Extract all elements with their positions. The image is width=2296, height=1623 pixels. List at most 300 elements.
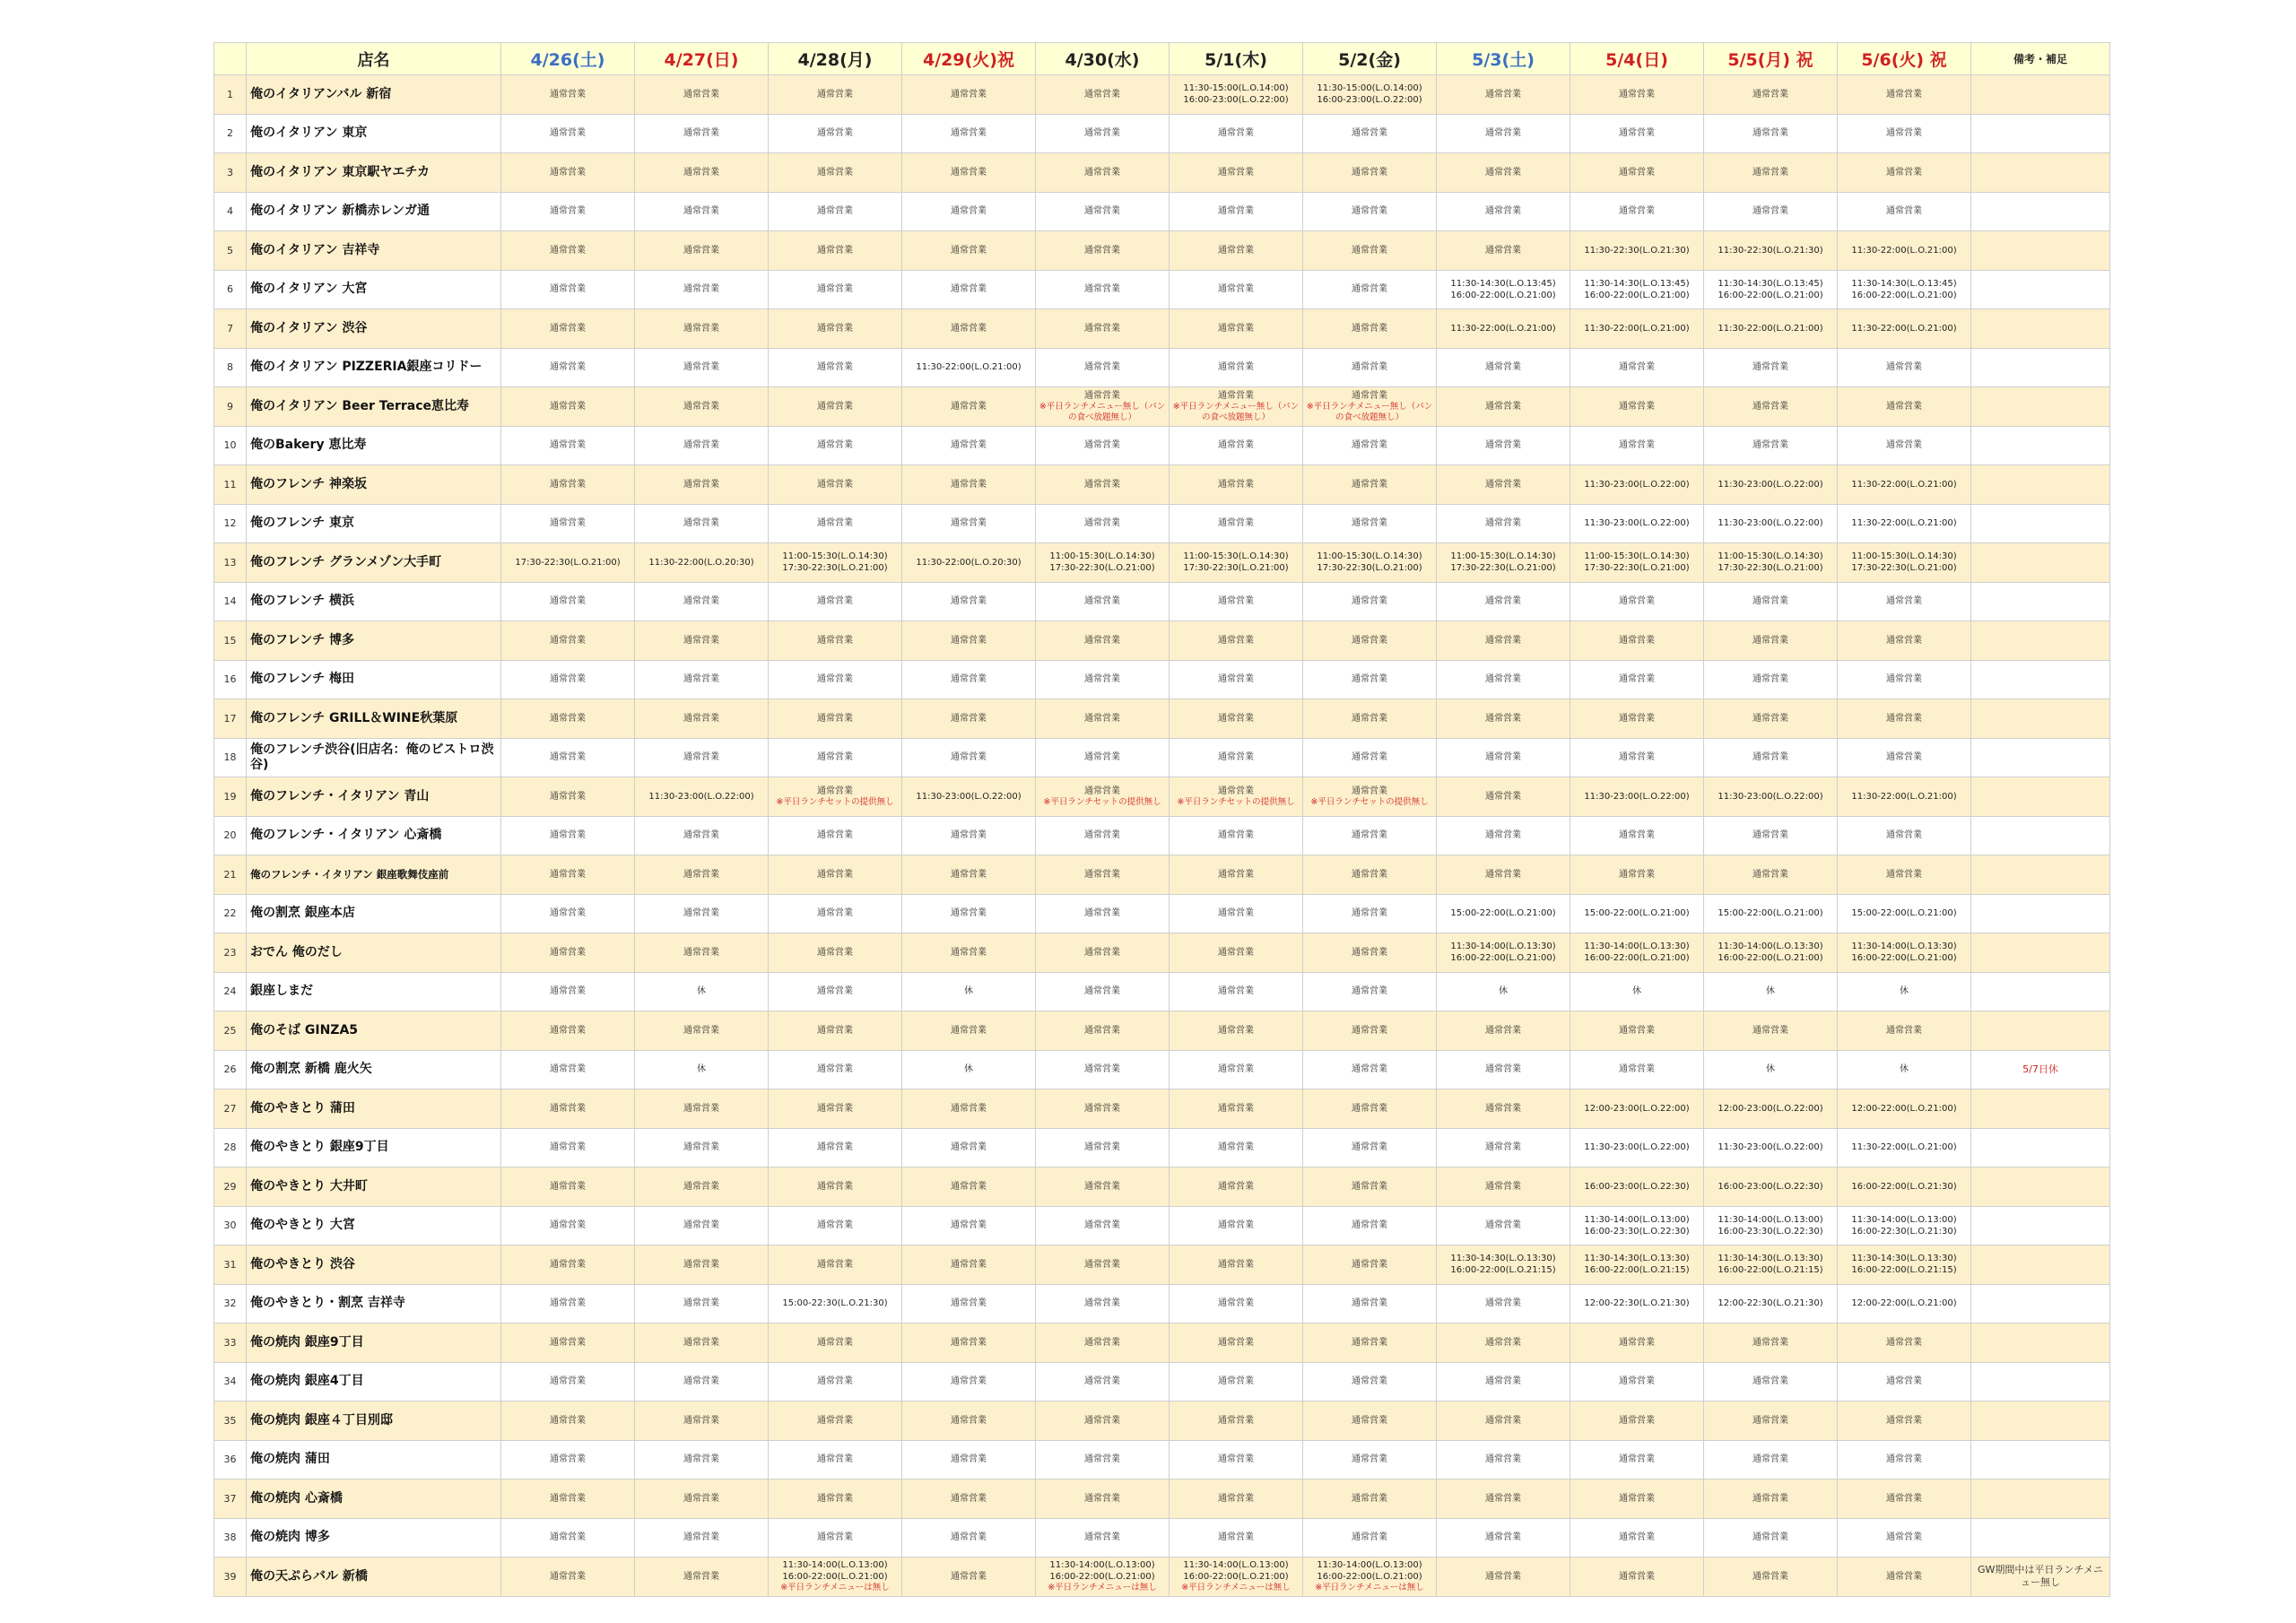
row-note — [1971, 426, 2110, 465]
day-status-cell: 通常営業 — [902, 270, 1036, 309]
day-status-cell: 通常営業 — [635, 1128, 769, 1167]
day-status-cell: 通常営業 — [1838, 1011, 1971, 1051]
row-note — [1971, 1284, 2110, 1324]
cell-line: 16:00-22:00(L.O.21:00) — [1049, 1572, 1155, 1583]
day-status-cell: 通常営業 — [902, 387, 1036, 427]
day-status-cell: 通常営業 — [902, 153, 1036, 193]
day-status-cell: 通常営業 — [1437, 816, 1570, 855]
day-status-cell: 通常営業 — [1838, 348, 1971, 387]
row-note — [1971, 114, 2110, 153]
cell-line: 16:00-22:00(L.O.21:00) — [1851, 953, 1957, 964]
day-status-cell: 通常営業 — [635, 1167, 769, 1207]
day-status-cell — [1170, 543, 1303, 583]
day-status-cell: 11:30-23:00(L.O.22:00) — [1704, 504, 1838, 543]
table-row — [214, 387, 2110, 427]
table-row — [214, 426, 2110, 465]
business-hours-table — [213, 42, 2110, 1597]
day-status-cell: 15:00-22:30(L.O.21:30) — [769, 1284, 902, 1324]
cell-line: 16:00-22:30(L.O.21:30) — [1851, 1226, 1957, 1237]
day-status-cell: 通常営業 — [1704, 1518, 1838, 1558]
cell-line: 16:00-22:00(L.O.21:00) — [1450, 290, 1556, 300]
day-status-cell: 11:30-22:00(L.O.21:00) — [902, 348, 1036, 387]
day-status-cell: 通常営業 — [1437, 1402, 1570, 1441]
day-status-cell: 通常営業 — [1303, 933, 1437, 973]
day-status-cell: 通常営業 — [902, 1558, 1036, 1597]
day-status-cell: 通常営業 — [902, 309, 1036, 349]
row-note — [1971, 1518, 2110, 1558]
header-number — [214, 43, 247, 75]
day-status-cell: 通常営業 — [635, 153, 769, 193]
store-name: 俺の割烹 銀座本店 — [247, 894, 501, 933]
day-status-cell: 12:00-22:30(L.O.21:30) — [1704, 1284, 1838, 1324]
day-status-cell: 通常営業 — [1303, 1402, 1437, 1441]
store-name: 俺のイタリアン 大宮 — [247, 270, 501, 309]
day-status-cell: 通常営業 — [1170, 738, 1303, 777]
row-number: 12 — [214, 504, 247, 543]
cell-line: 16:00-22:00(L.O.21:00) — [1183, 1572, 1289, 1583]
day-status-cell: 通常営業 — [769, 621, 902, 661]
row-note: 5/7日休 — [1971, 1050, 2110, 1089]
day-status-cell: 通常営業 — [1303, 621, 1437, 661]
day-status-cell: 通常営業 — [501, 192, 635, 231]
row-number: 19 — [214, 777, 247, 817]
day-status-cell: 通常営業 — [1838, 75, 1971, 115]
day-status-cell: 通常営業 — [902, 1518, 1036, 1558]
cell-line: 11:00-15:30(L.O.14:30) — [1718, 551, 1823, 562]
day-status-cell: 通常営業 — [902, 75, 1036, 115]
row-note — [1971, 738, 2110, 777]
header-day: 4/27(日) — [635, 43, 769, 75]
cell-line: 17:30-22:30(L.O.21:00) — [1317, 563, 1422, 574]
day-status-cell: 15:00-22:00(L.O.21:00) — [1437, 894, 1570, 933]
day-status-cell: 11:30-23:00(L.O.22:00) — [1704, 465, 1838, 505]
day-status-cell — [1704, 543, 1838, 583]
day-status-cell: 通常営業 — [902, 1245, 1036, 1285]
day-status-cell: 通常営業 — [1303, 738, 1437, 777]
day-status-cell: 通常営業 — [1170, 192, 1303, 231]
day-status-cell — [1570, 543, 1704, 583]
day-status-cell: 通常営業 — [501, 816, 635, 855]
day-status-cell: 通常営業 — [1437, 777, 1570, 817]
day-status-cell: 通常営業 — [1036, 1440, 1170, 1480]
day-status-cell: 通常営業 — [635, 192, 769, 231]
row-note — [1971, 621, 2110, 661]
day-status-cell: 通常営業 — [1570, 1480, 1704, 1519]
day-status-cell: 15:00-22:00(L.O.21:00) — [1704, 894, 1838, 933]
day-status-cell: 通常営業 — [1036, 1362, 1170, 1402]
day-status-cell: 通常営業 — [769, 660, 902, 699]
cell-line: 17:30-22:30(L.O.21:00) — [1584, 563, 1690, 574]
row-note — [1971, 1440, 2110, 1480]
day-status-cell: 通常営業 — [902, 114, 1036, 153]
cell-line: 11:30-14:00(L.O.13:00) — [1718, 1214, 1823, 1225]
day-status-cell: 通常営業 — [1838, 153, 1971, 193]
row-number: 29 — [214, 1167, 247, 1207]
day-status-cell: 通常営業 — [1036, 1206, 1170, 1245]
day-status-cell: 通常営業 — [1704, 75, 1838, 115]
table-row — [214, 1089, 2110, 1129]
table-row — [214, 1558, 2110, 1597]
day-status-cell: 通常営業 — [1170, 933, 1303, 973]
cell-line: 11:30-15:00(L.O.14:00) — [1317, 83, 1422, 94]
cell-remark: ※平日ランチメニューは無し — [1315, 1583, 1424, 1593]
day-status-cell: 通常営業 — [1036, 1089, 1170, 1129]
row-note — [1971, 660, 2110, 699]
header-day: 5/3(土) — [1437, 43, 1570, 75]
store-name: 俺のフレンチ GRILL＆WINE秋葉原 — [247, 699, 501, 739]
day-status-cell: 通常営業 — [1838, 699, 1971, 739]
day-status-cell: 12:00-23:00(L.O.22:00) — [1704, 1089, 1838, 1129]
day-status-cell: 通常営業 — [1036, 816, 1170, 855]
table-row — [214, 972, 2110, 1011]
day-status-cell: 通常営業 — [1437, 855, 1570, 895]
day-status-cell: 通常営業 — [769, 75, 902, 115]
day-status-cell: 通常営業 — [902, 1011, 1036, 1051]
day-status-cell: 通常営業 — [902, 1402, 1036, 1441]
day-status-cell: 通常営業 — [902, 1167, 1036, 1207]
store-name: 俺のフレンチ 神楽坂 — [247, 465, 501, 505]
day-status-cell: 16:00-23:00(L.O.22:30) — [1704, 1167, 1838, 1207]
day-status-cell: 通常営業 — [1303, 699, 1437, 739]
store-name: 俺のそば GINZA5 — [247, 1011, 501, 1051]
row-number: 32 — [214, 1284, 247, 1324]
cell-line: 11:30-14:30(L.O.13:45) — [1718, 278, 1823, 289]
day-status-cell: 通常営業 — [1437, 738, 1570, 777]
row-note: GW期間中は平日ランチメニュー無し — [1971, 1558, 2110, 1597]
cell-line: 11:30-14:00(L.O.13:30) — [1584, 942, 1690, 952]
row-note — [1971, 153, 2110, 193]
day-status-cell: 通常営業 — [501, 1128, 635, 1167]
row-note — [1971, 1011, 2110, 1051]
day-status-cell: 通常営業 — [635, 699, 769, 739]
day-status-cell: 通常営業 — [1170, 894, 1303, 933]
day-status-cell: 通常営業 — [501, 738, 635, 777]
day-status-cell — [1170, 387, 1303, 427]
day-status-cell: 16:00-23:00(L.O.22:30) — [1570, 1167, 1704, 1207]
row-note — [1971, 1089, 2110, 1129]
cell-line: 11:30-14:30(L.O.13:30) — [1584, 1254, 1690, 1264]
day-status-cell: 通常営業 — [1437, 1518, 1570, 1558]
row-number: 20 — [214, 816, 247, 855]
day-status-cell: 通常営業 — [501, 621, 635, 661]
day-status-cell: 17:30-22:30(L.O.21:00) — [501, 543, 635, 583]
cell-line: 17:30-22:30(L.O.21:00) — [1049, 563, 1155, 574]
table-row — [214, 1362, 2110, 1402]
day-status-cell: 通常営業 — [1704, 1324, 1838, 1363]
day-status-cell: 11:30-23:00(L.O.22:00) — [1570, 777, 1704, 817]
day-status-cell: 通常営業 — [501, 1402, 635, 1441]
day-status-cell: 通常営業 — [1838, 426, 1971, 465]
day-status-cell: 通常営業 — [902, 894, 1036, 933]
row-number: 11 — [214, 465, 247, 505]
day-status-cell: 通常営業 — [1437, 1440, 1570, 1480]
day-status-cell: 通常営業 — [1303, 1128, 1437, 1167]
day-status-cell: 通常営業 — [1838, 114, 1971, 153]
day-status-cell: 通常営業 — [1437, 192, 1570, 231]
day-status-cell: 通常営業 — [769, 972, 902, 1011]
day-status-cell: 11:30-23:00(L.O.22:00) — [902, 777, 1036, 817]
day-status-cell — [1036, 387, 1170, 427]
cell-line: 16:00-22:00(L.O.21:00) — [1450, 953, 1556, 964]
day-status-cell: 通常営業 — [1570, 816, 1704, 855]
day-status-cell: 通常営業 — [1170, 1089, 1303, 1129]
day-status-cell: 通常営業 — [1170, 816, 1303, 855]
day-status-cell: 通常営業 — [501, 270, 635, 309]
day-status-cell: 通常営業 — [1303, 192, 1437, 231]
table-row — [214, 1324, 2110, 1363]
store-name: 俺のやきとり・割烹 吉祥寺 — [247, 1284, 501, 1324]
row-number: 23 — [214, 933, 247, 973]
store-name: 俺のイタリアン Beer Terrace恵比寿 — [247, 387, 501, 427]
row-number: 37 — [214, 1480, 247, 1519]
day-status-cell: 通常営業 — [769, 1011, 902, 1051]
cell-line: 16:00-23:00(L.O.22:00) — [1183, 95, 1289, 106]
day-status-cell: 通常営業 — [769, 1245, 902, 1285]
day-status-cell: 通常営業 — [501, 309, 635, 349]
header-day: 5/6(火) 祝 — [1838, 43, 1971, 75]
row-number: 2 — [214, 114, 247, 153]
day-status-cell: 通常営業 — [769, 426, 902, 465]
day-status-cell: 休 — [1437, 972, 1570, 1011]
table-row — [214, 543, 2110, 583]
table-row — [214, 699, 2110, 739]
day-status-cell: 通常営業 — [1170, 1011, 1303, 1051]
table-row — [214, 816, 2110, 855]
table-row — [214, 855, 2110, 895]
row-note — [1971, 1206, 2110, 1245]
day-status-cell: 休 — [1570, 972, 1704, 1011]
cell-line: 11:30-14:00(L.O.13:30) — [1851, 942, 1957, 952]
cell-line: 11:00-15:30(L.O.14:30) — [1317, 551, 1422, 562]
day-status-cell: 通常営業 — [1170, 1245, 1303, 1285]
row-number: 4 — [214, 192, 247, 231]
table-row — [214, 894, 2110, 933]
day-status-cell: 通常営業 — [1437, 660, 1570, 699]
day-status-cell: 通常営業 — [902, 1324, 1036, 1363]
day-status-cell: 通常営業 — [1704, 660, 1838, 699]
day-status-cell: 通常営業 — [501, 699, 635, 739]
day-status-cell: 通常営業 — [1170, 699, 1303, 739]
header-note: 備考・補足 — [1971, 43, 2110, 75]
day-status-cell: 休 — [902, 972, 1036, 1011]
day-status-cell: 通常営業 — [1570, 621, 1704, 661]
row-note — [1971, 972, 2110, 1011]
row-number: 35 — [214, 1402, 247, 1441]
day-status-cell: 通常営業 — [769, 1480, 902, 1519]
day-status-cell: 通常営業 — [1570, 1362, 1704, 1402]
header-day: 5/1(木) — [1170, 43, 1303, 75]
day-status-cell: 通常営業 — [1170, 348, 1303, 387]
day-status-cell: 通常営業 — [501, 1518, 635, 1558]
day-status-cell: 通常営業 — [1036, 309, 1170, 349]
day-status-cell: 通常営業 — [635, 1362, 769, 1402]
day-status-cell: 通常営業 — [1704, 1440, 1838, 1480]
day-status-cell: 通常営業 — [902, 1128, 1036, 1167]
cell-line: 11:00-15:30(L.O.14:30) — [1450, 551, 1556, 562]
header-day: 5/2(金) — [1303, 43, 1437, 75]
day-status-cell: 通常営業 — [1036, 153, 1170, 193]
cell-line: 通常営業 — [1084, 785, 1120, 796]
store-name: 俺のイタリアン 東京 — [247, 114, 501, 153]
day-status-cell — [1303, 1558, 1437, 1597]
day-status-cell: 通常営業 — [769, 504, 902, 543]
row-note — [1971, 1167, 2110, 1207]
store-name: 俺の焼肉 博多 — [247, 1518, 501, 1558]
day-status-cell: 通常営業 — [501, 582, 635, 621]
table-row — [214, 75, 2110, 115]
cell-remark: ※平日ランチメニュー無し（パンの食べ放題無し） — [1172, 401, 1300, 422]
day-status-cell: 通常営業 — [1437, 75, 1570, 115]
row-number: 36 — [214, 1440, 247, 1480]
day-status-cell: 通常営業 — [1838, 621, 1971, 661]
store-name: 俺のやきとり 大井町 — [247, 1167, 501, 1207]
cell-line: 16:00-22:00(L.O.21:00) — [1317, 1572, 1422, 1583]
table-row — [214, 621, 2110, 661]
table-row — [214, 1206, 2110, 1245]
day-status-cell: 通常営業 — [635, 1011, 769, 1051]
day-status-cell: 通常営業 — [1170, 855, 1303, 895]
row-note — [1971, 933, 2110, 973]
day-status-cell: 通常営業 — [1437, 504, 1570, 543]
day-status-cell — [1437, 543, 1570, 583]
day-status-cell: 通常営業 — [1704, 426, 1838, 465]
day-status-cell — [1170, 75, 1303, 115]
day-status-cell: 通常営業 — [1036, 621, 1170, 661]
cell-line: 11:00-15:30(L.O.14:30) — [1851, 551, 1957, 562]
cell-remark: ※平日ランチセットの提供無し — [1043, 796, 1161, 807]
day-status-cell: 通常営業 — [1036, 1011, 1170, 1051]
day-status-cell: 通常営業 — [501, 465, 635, 505]
day-status-cell: 15:00-22:00(L.O.21:00) — [1838, 894, 1971, 933]
day-status-cell: 通常営業 — [902, 738, 1036, 777]
cell-line: 16:00-23:30(L.O.22:30) — [1718, 1226, 1823, 1237]
row-number: 27 — [214, 1089, 247, 1129]
day-status-cell: 通常営業 — [1170, 1206, 1303, 1245]
store-name: 俺のイタリアンバル 新宿 — [247, 75, 501, 115]
cell-line: 通常営業 — [1218, 390, 1254, 401]
row-number: 13 — [214, 543, 247, 583]
day-status-cell: 通常営業 — [1303, 1324, 1437, 1363]
day-status-cell: 通常営業 — [1437, 426, 1570, 465]
cell-line: 16:00-22:00(L.O.21:00) — [1584, 290, 1690, 300]
day-status-cell: 通常営業 — [1437, 231, 1570, 271]
header-day: 5/4(日) — [1570, 43, 1704, 75]
day-status-cell: 11:30-22:00(L.O.21:00) — [1838, 465, 1971, 505]
table-row — [214, 465, 2110, 505]
day-status-cell: 通常営業 — [1838, 855, 1971, 895]
day-status-cell: 通常営業 — [1570, 582, 1704, 621]
day-status-cell — [1437, 1245, 1570, 1285]
day-status-cell — [1570, 270, 1704, 309]
day-status-cell: 通常営業 — [1170, 270, 1303, 309]
store-name: 俺の焼肉 銀座4丁目 — [247, 1362, 501, 1402]
day-status-cell: 通常営業 — [501, 1324, 635, 1363]
table-row — [214, 1011, 2110, 1051]
header-day: 4/30(水) — [1036, 43, 1170, 75]
day-status-cell: 通常営業 — [1036, 855, 1170, 895]
day-status-cell: 通常営業 — [1303, 855, 1437, 895]
day-status-cell: 通常営業 — [1170, 426, 1303, 465]
cell-line: 16:00-23:30(L.O.22:30) — [1584, 1226, 1690, 1237]
day-status-cell: 通常営業 — [1704, 855, 1838, 895]
day-status-cell: 通常営業 — [1570, 1402, 1704, 1441]
cell-remark: ※平日ランチメニューは無し — [780, 1583, 890, 1593]
day-status-cell: 通常営業 — [1303, 582, 1437, 621]
day-status-cell: 通常営業 — [1838, 1362, 1971, 1402]
day-status-cell: 通常営業 — [501, 1011, 635, 1051]
day-status-cell: 11:30-23:00(L.O.22:00) — [1570, 1128, 1704, 1167]
day-status-cell: 通常営業 — [902, 192, 1036, 231]
table-row — [214, 738, 2110, 777]
day-status-cell: 通常営業 — [635, 1480, 769, 1519]
day-status-cell: 休 — [902, 1050, 1036, 1089]
day-status-cell: 通常営業 — [1570, 114, 1704, 153]
day-status-cell: 11:30-22:00(L.O.21:00) — [1838, 1128, 1971, 1167]
day-status-cell: 通常営業 — [1036, 699, 1170, 739]
day-status-cell — [1704, 1245, 1838, 1285]
cell-line: 16:00-22:00(L.O.21:15) — [1584, 1265, 1690, 1276]
table-row — [214, 1440, 2110, 1480]
table-row — [214, 270, 2110, 309]
row-note — [1971, 387, 2110, 427]
day-status-cell: 通常営業 — [769, 1206, 902, 1245]
day-status-cell: 通常営業 — [1838, 738, 1971, 777]
cell-line: 通常営業 — [1084, 390, 1120, 401]
day-status-cell: 通常営業 — [1170, 1284, 1303, 1324]
day-status-cell: 休 — [1704, 972, 1838, 1011]
day-status-cell: 通常営業 — [501, 1284, 635, 1324]
day-status-cell: 通常営業 — [501, 1558, 635, 1597]
day-status-cell: 通常営業 — [501, 114, 635, 153]
day-status-cell: 通常営業 — [769, 153, 902, 193]
day-status-cell: 通常営業 — [902, 699, 1036, 739]
day-status-cell: 通常営業 — [1838, 816, 1971, 855]
cell-line: 16:00-22:00(L.O.21:00) — [1584, 953, 1690, 964]
day-status-cell: 通常営業 — [1704, 1558, 1838, 1597]
day-status-cell — [1036, 543, 1170, 583]
day-status-cell: 通常営業 — [1437, 465, 1570, 505]
cell-line: 11:30-14:30(L.O.13:30) — [1450, 1254, 1556, 1264]
day-status-cell: 通常営業 — [769, 855, 902, 895]
row-note — [1971, 231, 2110, 271]
store-name: 俺のフレンチ渋谷(旧店名：俺のビストロ渋谷) — [247, 738, 501, 777]
row-note — [1971, 543, 2110, 583]
header-day: 4/26(土) — [501, 43, 635, 75]
cell-line: 11:30-14:00(L.O.13:30) — [1450, 942, 1556, 952]
day-status-cell — [1704, 1206, 1838, 1245]
day-status-cell: 休 — [1704, 1050, 1838, 1089]
day-status-cell: 通常営業 — [769, 1089, 902, 1129]
row-note — [1971, 270, 2110, 309]
cell-line: 11:30-14:30(L.O.13:30) — [1718, 1254, 1823, 1264]
table-row — [214, 114, 2110, 153]
row-number: 8 — [214, 348, 247, 387]
cell-remark: ※平日ランチセットの提供無し — [776, 796, 894, 807]
row-number: 21 — [214, 855, 247, 895]
day-status-cell: 通常営業 — [1036, 348, 1170, 387]
day-status-cell: 通常営業 — [1570, 153, 1704, 193]
day-status-cell: 通常営業 — [1036, 231, 1170, 271]
cell-line: 11:30-14:00(L.O.13:00) — [1049, 1560, 1155, 1571]
table-row — [214, 231, 2110, 271]
day-status-cell: 12:00-22:00(L.O.21:00) — [1838, 1284, 1971, 1324]
day-status-cell: 休 — [635, 1050, 769, 1089]
day-status-cell: 通常営業 — [1170, 1167, 1303, 1207]
day-status-cell: 通常営業 — [902, 621, 1036, 661]
day-status-cell — [1437, 933, 1570, 973]
day-status-cell: 通常営業 — [1704, 816, 1838, 855]
day-status-cell: 11:30-23:00(L.O.22:00) — [1704, 777, 1838, 817]
